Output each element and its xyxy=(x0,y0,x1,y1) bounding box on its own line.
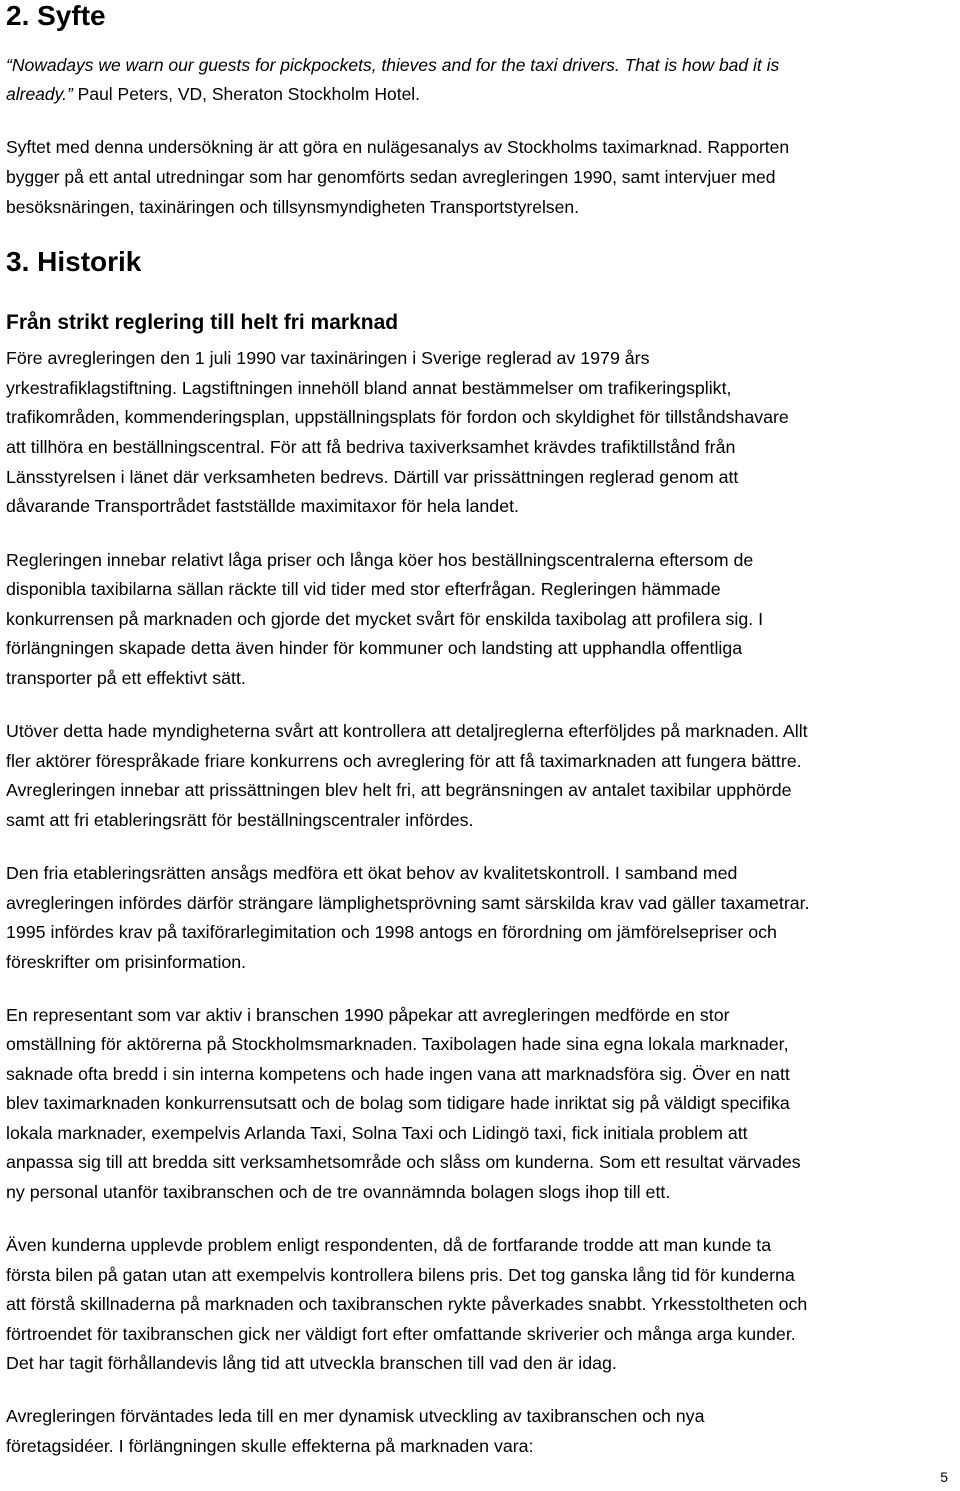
syfte-paragraph-line: bygger på ett antal utredningar som har genomförts sedan avregleringen 1990, samt intervjuer med xyxy=(6,167,776,187)
paragraph-line: omställning för aktörerna på Stockholmsmarknaden. Taxibolagen hade sina egna lokala marknader, xyxy=(6,1034,789,1054)
paragraph-line: ny personal utanför taxibranschen och de tre ovannämnda bolagen slogs ihop till ett. xyxy=(6,1182,671,1202)
paragraph-line: saknade ofta bredd i sin interna kompetens och hade ingen vana att marknadsföra sig. Över en natt xyxy=(6,1064,790,1084)
paragraph-line: förtroendet för taxibranschen gick ner väldigt fort efter omfattande skriverier och många arga kunder. xyxy=(6,1324,796,1344)
paragraph-line: Även kunderna upplevde problem enligt respondenten, då de fortfarande trodde att man kunde ta xyxy=(6,1235,772,1255)
paragraph-line: avregleringen infördes därför strängare lämplighetsprövning samt särskilda krav vad gäller taxametrar. xyxy=(6,893,810,913)
paragraph-line: att tillhöra en beställningscentral. För att få bedriva taxiverksamhet krävdes trafiktillstånd från xyxy=(6,437,736,457)
subheading: Från strikt reglering till helt fri marknad xyxy=(6,311,399,334)
syfte-paragraph-line: Syftet med denna undersökning är att göra en nulägesanalys av Stockholms taximarknad. Rapporten xyxy=(6,137,790,157)
paragraph-line: Utöver detta hade myndigheterna svårt att kontrollera att detaljreglerna efterföljdes på marknaden. Allt xyxy=(6,721,808,741)
paragraph-line: dåvarande Transportrådet fastställde maximitaxor för hela landet. xyxy=(6,496,519,516)
syfte-paragraph-line: besöksnäringen, taxinäringen och tillsynsmyndigheten Transportstyrelsen. xyxy=(6,197,579,217)
paragraph-line: Länsstyrelsen i länet där verksamheten bedrevs. Därtill var prissättningen reglerad genom att xyxy=(6,467,739,487)
paragraph-line: yrkestrafiklagstiftning. Lagstiftningen innehöll bland annat bestämmelser om trafikeringsplikt, xyxy=(6,378,732,398)
paragraph-line: föreskrifter om prisinformation. xyxy=(6,952,247,972)
page-number: 5 xyxy=(940,1469,948,1485)
paragraph-line: En representant som var aktiv i branschen 1990 påpekar att avregleringen medförde en stor xyxy=(6,1005,730,1025)
paragraph-line: Det har tagit förhållandevis lång tid att utveckla branschen till vad den är idag. xyxy=(6,1353,617,1373)
paragraph-line: anpassa sig till att bredda sitt verksamhetsområde och slåss om kunderna. Som ett resultat värvades xyxy=(6,1152,801,1172)
quote-attribution: Paul Peters, VD, Sheraton Stockholm Hotel. xyxy=(72,84,421,104)
paragraph-line: fler aktörer förespråkade friare konkurrens och avreglering för att få taximarknaden att fungera bättre. xyxy=(6,751,802,771)
section-heading-historik: 3. Historik xyxy=(6,246,142,277)
quote-line-1: “Nowadays we warn our guests for pickpockets, thieves and for the taxi drivers. That is how bad it is xyxy=(6,55,780,75)
paragraph-line: blev taximarknaden konkurrensutsatt och de bolag som tidigare hade inriktat sig på väldigt specifika xyxy=(6,1093,790,1113)
paragraph-line: Regleringen innebar relativt låga priser och långa köer hos beställningscentralerna eftersom de xyxy=(6,550,754,570)
paragraph-line: Avregleringen innebar att prissättningen blev helt fri, att begränsningen av antalet taxibilar upphörde xyxy=(6,780,792,800)
paragraph-line: att förstå skillnaderna på marknaden och taxibranschen rykte påverkades snabbt. Yrkesstoltheten och xyxy=(6,1294,808,1314)
paragraph-line: disponibla taxibilarna sällan räckte till vid tider med stor efterfrågan. Regleringen hämmade xyxy=(6,579,721,599)
paragraph-line: Den fria etableringsrätten ansågs medföra ett ökat behov av kvalitetskontroll. I samband med xyxy=(6,863,738,883)
paragraph-line: företagsidéer. I förlängningen skulle effekterna på marknaden vara: xyxy=(6,1436,534,1456)
paragraph-line: förlängningen skapade detta även hinder för kommuner och landsting att upphandla offentliga xyxy=(6,638,743,658)
quote-line-2 xyxy=(6,83,420,105)
paragraph-line: Före avregleringen den 1 juli 1990 var taxinäringen i Sverige reglerad av 1979 års xyxy=(6,348,650,368)
paragraph-line: första bilen på gatan utan att exempelvis kontrollera bilens pris. Det tog ganska lång tid för kunderna xyxy=(6,1265,795,1285)
section-heading-syfte: 2. Syfte xyxy=(6,0,106,31)
paragraph-line: transporter på ett effektivt sätt. xyxy=(6,668,246,688)
paragraph-line: 1995 infördes krav på taxiförarlegimitation och 1998 antogs en förordning om jämförelsepriser och xyxy=(6,922,777,942)
paragraph-line: Avregleringen förväntades leda till en mer dynamisk utveckling av taxibranschen och nya xyxy=(6,1406,705,1426)
paragraph-line: konkurrensen på marknaden och gjorde det mycket svårt för enskilda taxibolag att profilera sig. I xyxy=(6,609,764,629)
quote-line-2-italic: already.” xyxy=(6,84,73,104)
paragraph-line: samt att fri etableringsrätt för beställningscentraler infördes. xyxy=(6,810,474,830)
paragraph-line: lokala marknader, exempelvis Arlanda Taxi, Solna Taxi och Lidingö taxi, fick initiala problem att xyxy=(6,1123,748,1143)
paragraph-line: trafikområden, kommenderingsplan, uppställningsplats för fordon och skyldighet för tillståndshavare xyxy=(6,407,789,427)
